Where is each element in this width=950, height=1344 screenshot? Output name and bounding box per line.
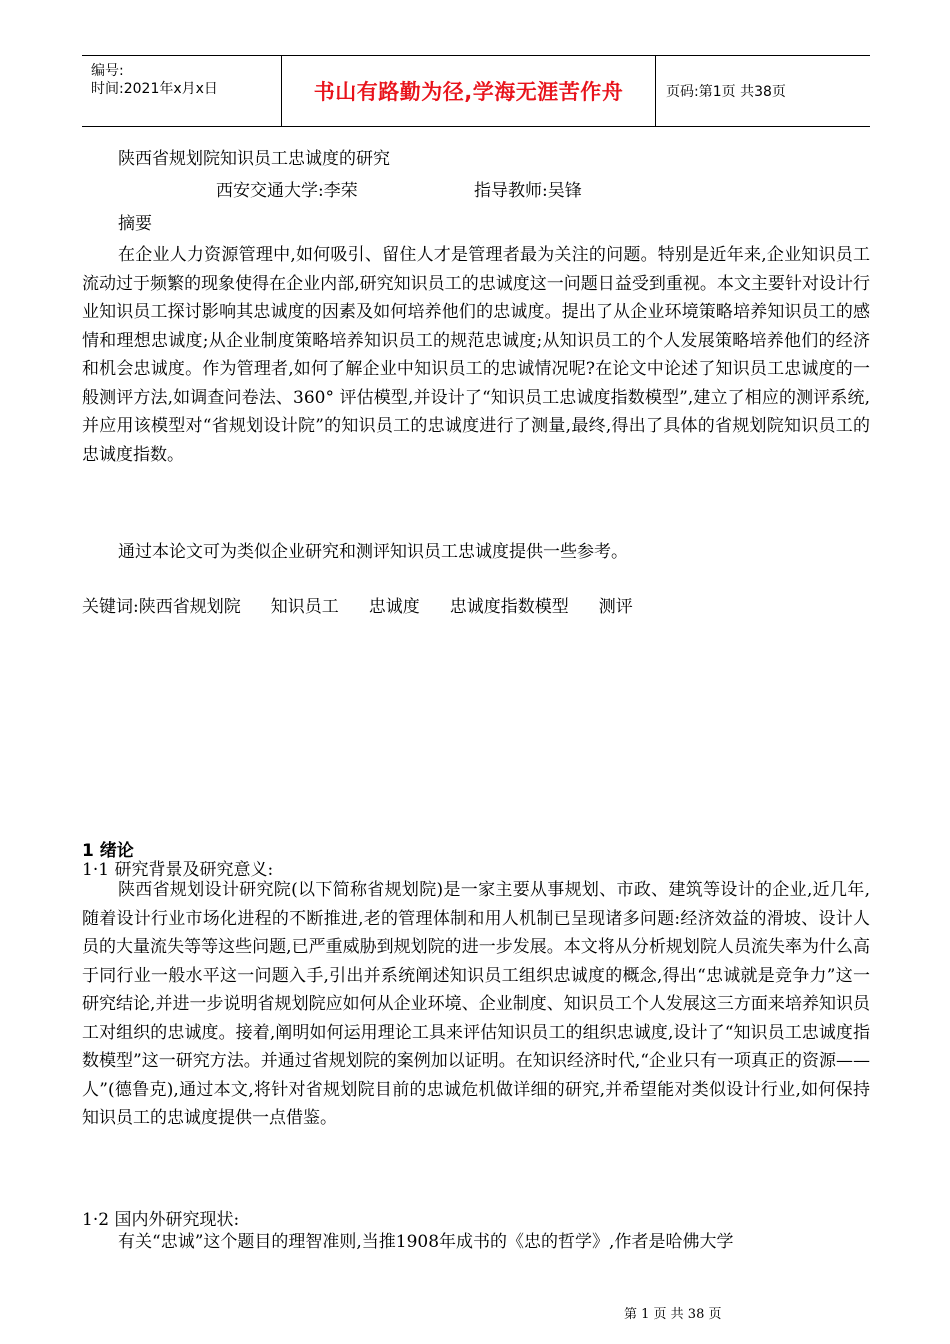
author-line: 西安交通大学:李荣 <box>216 181 358 201</box>
section-1-1-paragraph: 陕西省规划设计研究院(以下简称省规划院)是一家主要从事规划、市政、建筑等设计的企业,近几年,随着设计行业市场化进程的不断推进,老的管理体制和用人机制已呈现诸多问题:经济效益的滑坡、设计人员的大量流失等等这些问题,已严重威胁到规划院的进一步发展。本文将从分析规划院人员流失率为什么高于同行业一般水平这一问题入手,引出并系统阐述知识员工组织忠诚度的概念,得出“忠诚就是竞争力”这一研究结论,并进一步说明省规划院应如何从企业环境、企业制度、知识员工个人发展这三方面来培养知识员工对组织的忠诚度。接着,阐明如何运用理论工具来评估知识员工的组织忠诚度,设计了“知识员工忠诚度指数模型”这一研究方法。并通过省规划院的案例加以证明。在知识经济时代,“企业只有一项真正的资源——人”(德鲁克),通过本文,将针对省规划院目前的忠诚危机做详细的研究,并希望能对类似设计行业,如何保持知识员工的忠诚度提供一点借鉴。 <box>82 880 870 1128</box>
motto: 书山有路勤为径,学海无涯苦作舟 <box>313 80 624 104</box>
paper-title: 陕西省规划院知识员工忠诚度的研究 <box>118 149 390 169</box>
header-page-cell <box>656 56 870 126</box>
document-header <box>82 55 870 127</box>
time-label: 时间:2021年x月x日 <box>91 81 218 97</box>
section-1-2-paragraph: 有关“忠诚”这个题目的理智准则,当推1908年成书的《忠的哲学》,作者是哈佛大学 <box>118 1232 734 1252</box>
abstract-paragraph-2: 通过本论文可为类似企业研究和测评知识员工忠诚度提供一些参考。 <box>118 542 628 562</box>
keyword: 测评 <box>598 597 633 617</box>
keyword: 陕西省规划院 <box>138 597 241 617</box>
abstract-paragraph-1: 在企业人力资源管理中,如何吸引、留住人才是管理者最为关注的问题。特别是近年来,企业知识员工流动过于频繁的现象使得在企业内部,研究知识员工的忠诚度这一问题日益受到重视。本文主要针对设计行业知识员工探讨影响其忠诚度的因素及如何培养他们的忠诚度。提出了从企业环境策略培养知识员工的感情和理想忠诚度;从企业制度策略培养知识员工的规范忠诚度;从知识员工的个人发展策略培养他们的经济和机会忠诚度。作为管理者,如何了解企业中知识员工的忠诚情况呢?在论文中论述了知识员工忠诚度的一般测评方法,如调查问卷法、360° 评估模型,并设计了“知识员工忠诚度指数模型”,建立了相应的测评系统,并应用该模型对“省规划设计院”的知识员工的忠诚度进行了测量,最终,得出了具体的省规划院知识员工的忠诚度指数。 <box>82 245 870 465</box>
header-motto-cell <box>282 56 656 126</box>
keyword: 忠诚度指数模型 <box>449 597 569 617</box>
keyword: 忠诚度 <box>368 597 420 617</box>
header-meta-cell <box>82 56 282 126</box>
page-info: 页码:第1页 共38页 <box>666 84 786 100</box>
keywords-label: 关键词: <box>82 597 139 617</box>
section-1-1-heading: 1·1 研究背景及研究意义: <box>82 860 274 880</box>
keywords-line <box>82 597 663 617</box>
number-label: 编号: <box>91 63 124 79</box>
keyword: 知识员工 <box>270 597 339 617</box>
section-1-heading: 1 绪论 <box>82 841 134 861</box>
advisor-line: 指导教师:吴锋 <box>474 181 582 201</box>
section-1-2-heading: 1·2 国内外研究现状: <box>82 1210 240 1230</box>
page-footer: 第 1 页 共 38 页 <box>624 1307 722 1322</box>
abstract-heading: 摘要 <box>118 214 152 234</box>
